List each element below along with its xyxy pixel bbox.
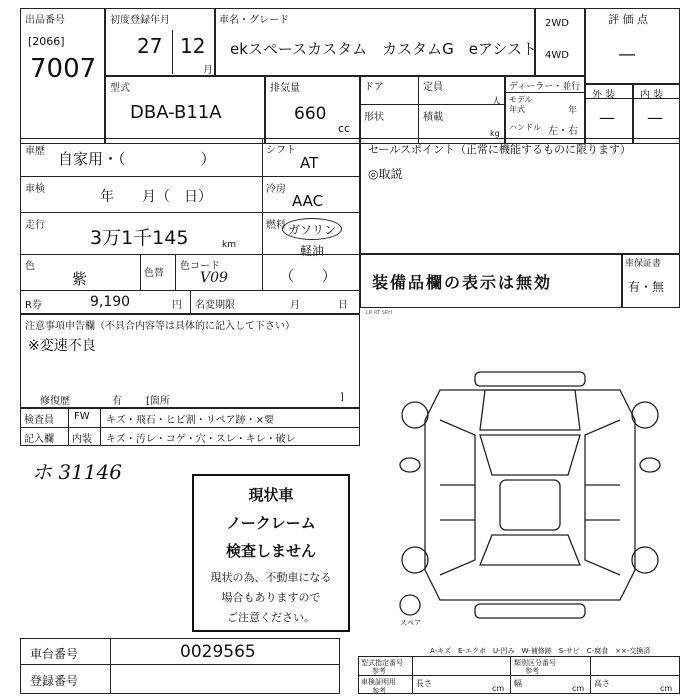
fuel-value: ガソリン [288,223,337,237]
stamp-line4: 現状の為、不動車になる [210,571,332,584]
fuel-alt: 軽油 [300,244,325,258]
height-label: 高さ [594,679,610,688]
stamp-line1: 現状車 [248,486,294,504]
chassis-value: 0029565 [180,642,256,662]
sales-point-label: セールスポイント（正常に機能するものに限ります） [368,143,632,156]
stamp-line6: ご注意ください。 [227,611,315,624]
name-label: 車名・グレード [219,15,289,26]
notes-label: 注意事項申告欄（不具合内容等は具体的に記入して下さい） [25,321,295,332]
equipment-notice: 装備品欄の表示は無効 [372,273,553,292]
repair-label: 修復歴 [40,396,70,407]
capacity-label: 定員 [423,82,443,93]
car-name: ekスペースカスタム カスタムG eアシスト [230,40,537,58]
eval-value: — [618,44,636,65]
inspection-label: 車検 [25,184,45,195]
sales-point-item: ◎取説 [368,167,403,181]
model-label: 型式 [110,83,130,94]
load-unit: kg [490,129,500,138]
drive-2wd: 2WD [545,18,569,29]
shape-label: 形状 [364,112,384,123]
inspector-label2: 記入欄 [24,434,54,445]
reg-year: 27 [137,34,163,58]
reg-month: 12 [180,34,206,58]
interior-value: — [647,108,663,127]
plate-label: 登録番号 [30,674,79,688]
dealer-label: ディーラー・並行 [509,82,581,92]
color-change-label: 色替 [144,268,164,279]
disp-value: 660 [294,104,327,124]
disp-label: 排気量 [270,83,300,94]
chassis-label: 車台番号 [30,647,79,661]
stamp-line3: 検査しません [225,542,316,560]
ac-value: AAC [292,192,324,210]
history-value: 自家用・（ ） [58,150,216,168]
inspection-value: 年 月（ 日） [100,189,212,205]
in-label: 内装 [72,434,92,445]
handle-value: 左・右 [548,126,578,137]
cert-small2: 参考 [372,667,386,675]
reg-month-unit: 月 [203,65,213,76]
color-code-value: V09 [200,270,228,286]
as-is-stamp [192,474,350,632]
model-value: DBA-B11A [130,102,222,123]
damage-legend: A-キズ E-エクボ U-凹み W-補修跡 S-サビ C-腐食 ××-交換済 [430,647,651,655]
handwritten-note: ホ 31146 [32,460,122,484]
stamp-line2: ノークレーム [226,514,316,532]
warranty-value: 有・無 [628,280,665,294]
len-label: 長さ [416,679,432,688]
color-value: 紫 [72,270,88,288]
model-year-label: モデル 年式 [509,95,533,114]
year-unit: 年 [568,106,578,116]
disp-unit: cc [338,122,351,135]
cert-small3: 類別区分番号 [514,659,556,667]
exterior-value: — [599,108,615,127]
drive-4wd: 4WD [545,50,569,61]
history-label: 車歴 [25,146,45,157]
cert-small4: 参考 [525,667,539,675]
fw-label: FW [74,411,90,422]
lot-number: 7007 [30,54,97,84]
exterior-label: 外 装 [592,90,616,101]
reg-label: 初度登録年月 [110,15,170,26]
title-expiry-label: 名変期限 [195,300,235,311]
in-text: キズ・汚レ・コゲ・穴・スレ・キレ・破レ [106,434,296,445]
ac-label: 冷房 [266,184,286,195]
capacity-unit: 人 [492,97,502,107]
fuel-paren: （ ） [280,269,336,285]
fuel-label: 燃料 [266,220,286,231]
recycle-unit: 円 [172,300,182,311]
cert-small5: 車検証明用 [361,678,396,686]
repair-value: 有 [112,396,122,407]
cert-small1: 型式指定番号 [361,659,403,667]
car-damage-diagram [380,360,680,630]
color-code-label: 色コード [180,261,220,272]
load-label: 積載 [423,112,443,123]
inspector-label1: 検査員 [24,415,54,426]
door-label: ドア [364,82,384,93]
width-label: 幅 [514,679,522,688]
eval-label: 評 価 点 [608,13,648,26]
shift-value: AT [300,154,319,172]
width-unit: cm [572,684,585,693]
repair-place: [箇所 [146,396,170,407]
diagram-tiny-text: LR RT SRH [366,310,393,316]
cert-small6: 参考 [372,687,386,695]
mileage-label: 走行 [25,220,45,231]
title-expiry-day: 日 [338,300,348,311]
color-label: 色 [25,261,35,272]
lot-label: 出品番号 [25,15,65,26]
title-expiry-month: 月 [290,300,300,311]
interior-label: 内 装 [640,90,664,101]
fw-text: キズ・飛石・ヒビ割・リペア跡・×要 [106,415,274,426]
warranty-label: 車保証書 [625,259,662,269]
notes-line1: ※変速不良 [28,338,96,354]
len-unit: cm [492,684,505,693]
recycle-label: R券 [25,300,42,311]
mileage-unit: km [222,240,236,250]
recycle-value: 9,190 [90,294,131,310]
stamp-line5: 場合もありますので [221,591,321,604]
handle-label: ハンドル [509,123,541,132]
mileage-value: 3万1千145 [90,227,189,249]
repair-close: ] [340,392,344,403]
spare-label: スペア [400,619,421,627]
shift-label: シフト [266,145,296,156]
lot-sub: [2066] [28,35,65,48]
height-unit: cm [660,684,673,693]
